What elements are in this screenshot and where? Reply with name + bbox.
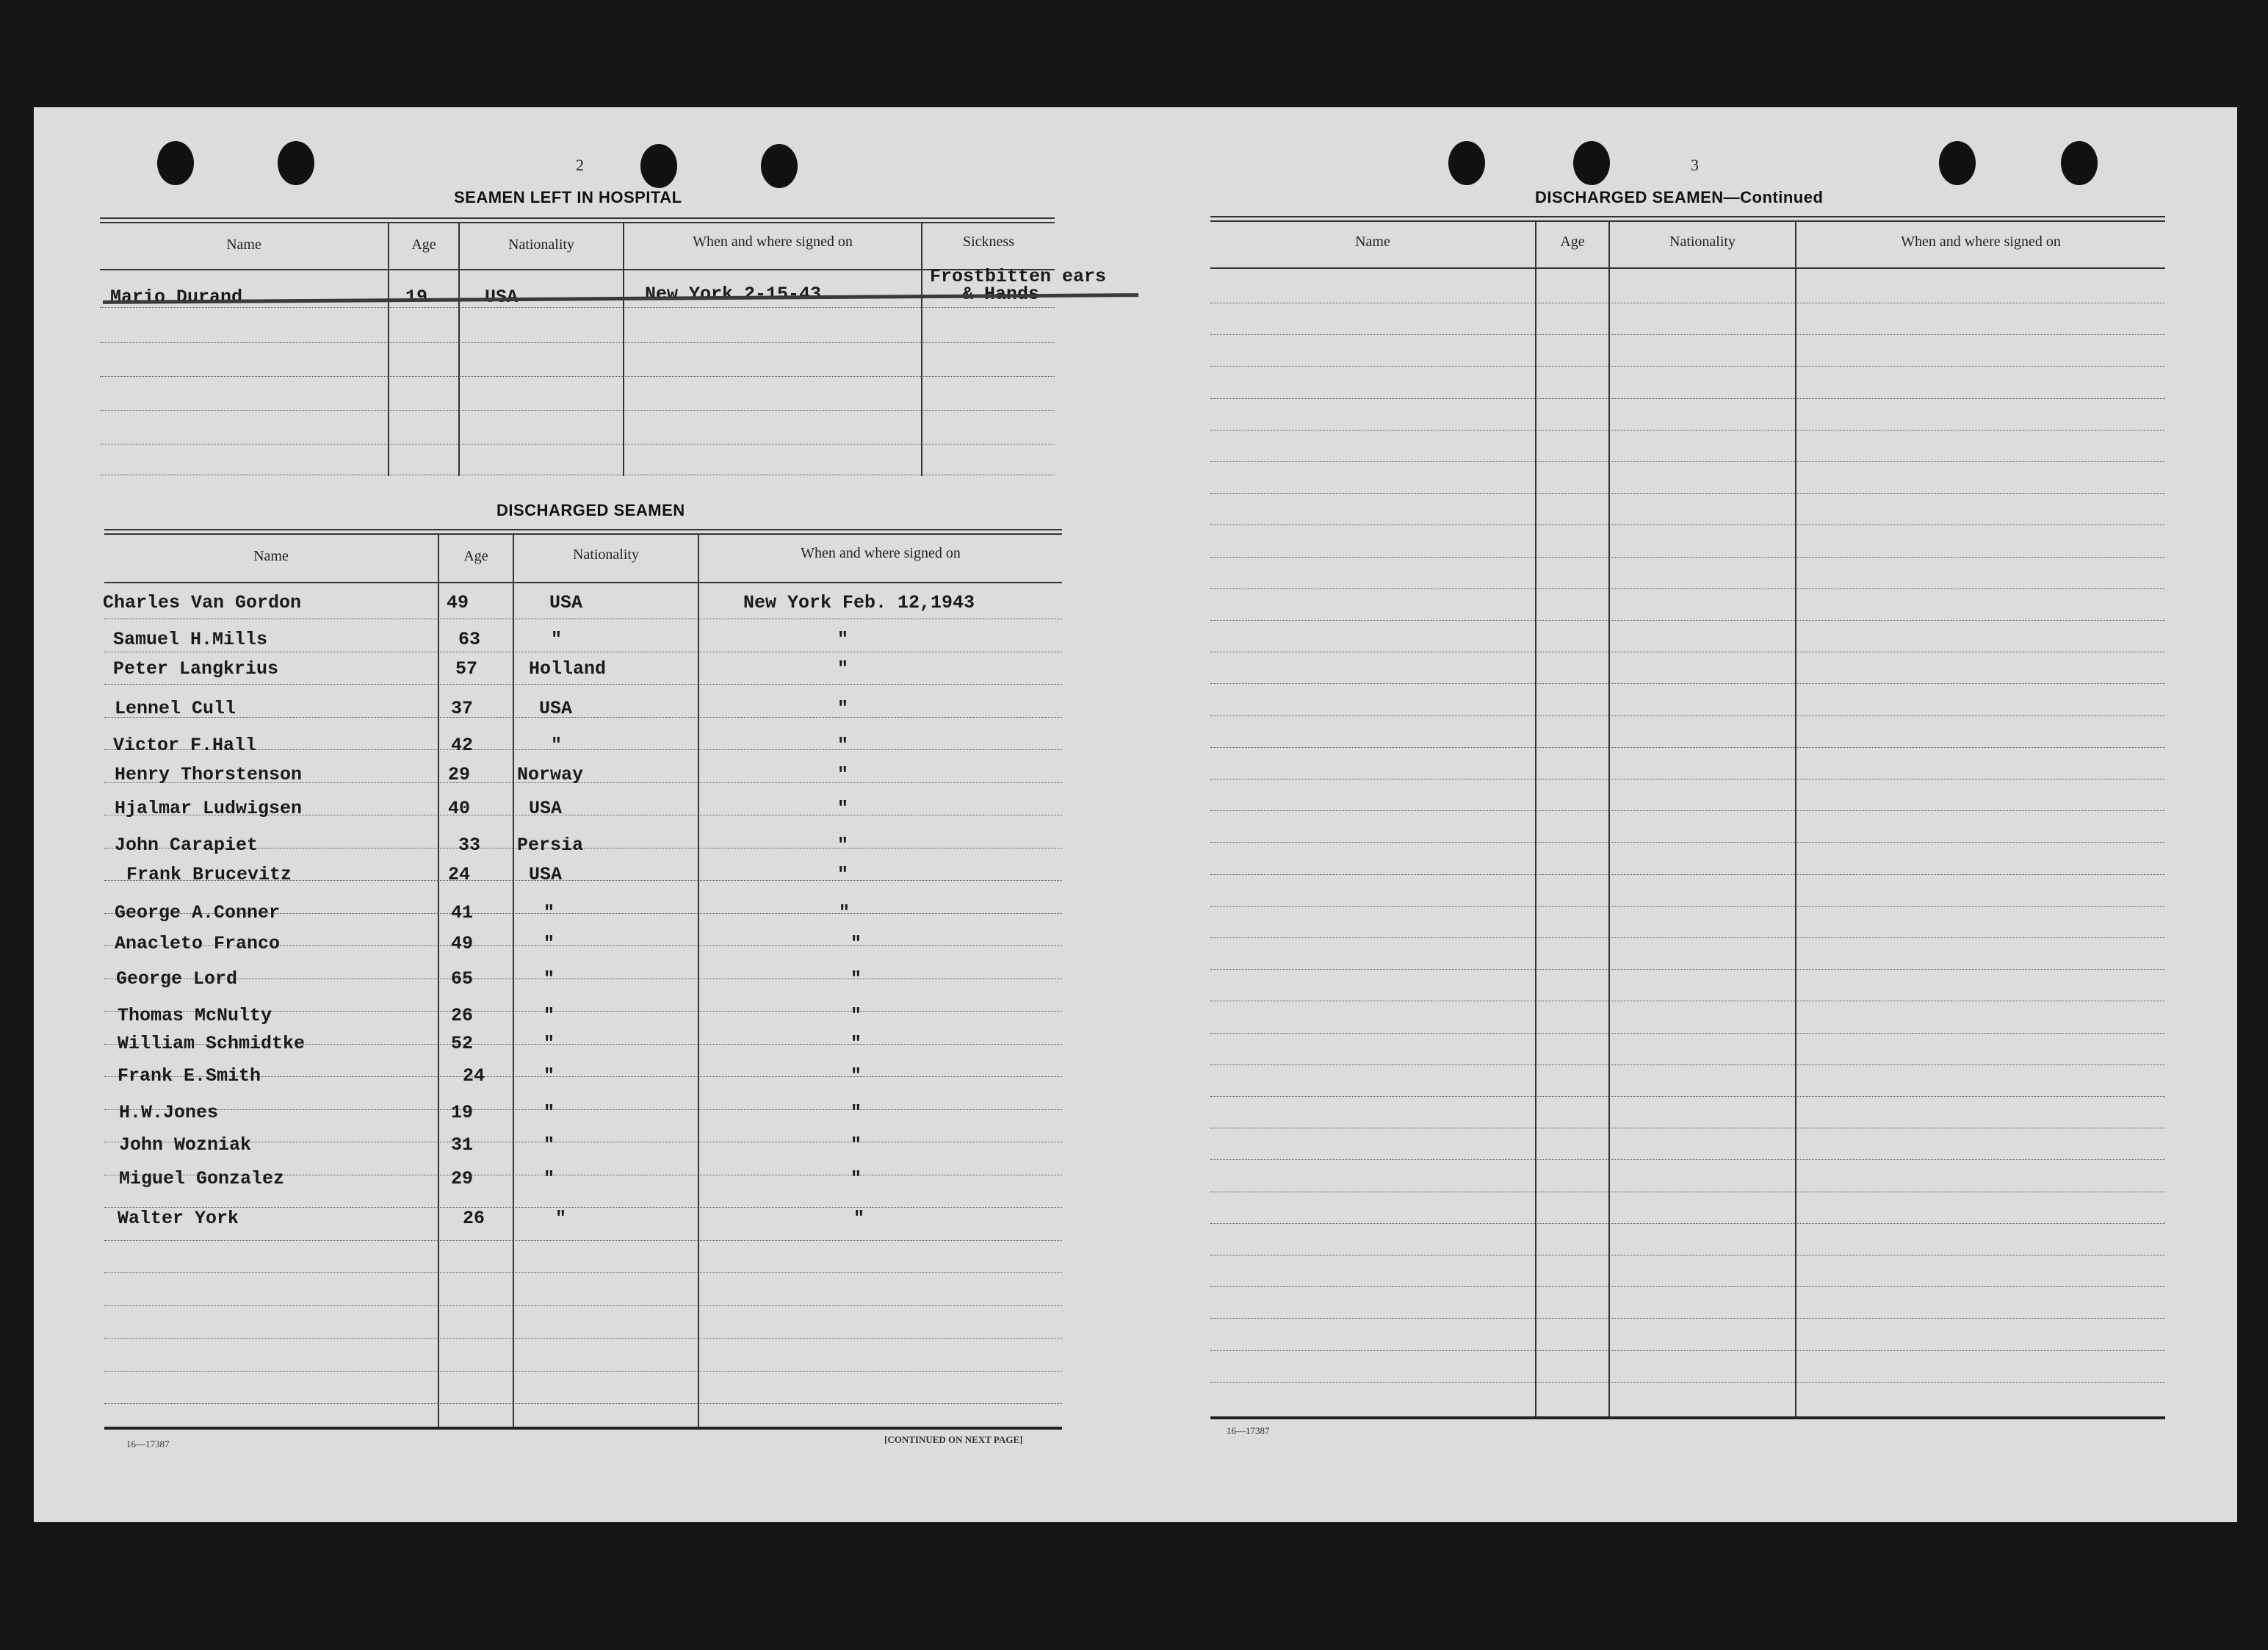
cell-sickness: & Hands [962, 284, 1040, 305]
cell-nationality: USA [549, 592, 583, 613]
hospital-section-title: SEAMEN LEFT IN HOSPITAL [454, 188, 682, 206]
cell-nationality: USA [529, 864, 563, 885]
row-rule [1210, 461, 2165, 462]
row-rule [1210, 747, 2165, 748]
col-header-nationality: Nationality [508, 237, 574, 253]
cell-age: 26 [451, 1005, 474, 1026]
cell-signed-on: " [837, 798, 849, 819]
row-rule [1210, 1318, 2165, 1319]
cell-name: Lennel Cull [115, 698, 236, 719]
col-header-signed-on: When and where signed on [801, 545, 961, 561]
cell-name: John Wozniak [119, 1134, 252, 1156]
row-rule [1210, 620, 2165, 621]
cell-age: 24 [463, 1065, 485, 1087]
cell-nationality: " [543, 1033, 555, 1054]
cell-name: Mario Durand [110, 287, 243, 308]
row-rule [1210, 683, 2165, 684]
cell-nationality: " [543, 933, 555, 954]
cell-nationality: USA [485, 287, 519, 308]
row-rule [1210, 1286, 2165, 1287]
cell-signed-on: " [837, 698, 849, 719]
cell-age: 26 [463, 1208, 485, 1229]
cell-signed-on: " [837, 735, 849, 756]
row-rule [104, 1207, 1062, 1208]
row-rule [1210, 1350, 2165, 1351]
cell-age: 49 [451, 933, 474, 954]
cell-signed-on: " [837, 629, 849, 650]
cell-nationality: " [543, 1168, 555, 1189]
right-section-title: DISCHARGED SEAMEN—Continued [1535, 188, 1824, 206]
cell-age: 52 [451, 1033, 474, 1054]
row-rule [104, 1272, 1062, 1273]
cell-age: 42 [451, 735, 474, 756]
cell-nationality: " [551, 735, 563, 756]
cell-nationality: " [543, 1134, 555, 1156]
row-rule [104, 1403, 1062, 1404]
col-header-age: Age [463, 548, 488, 564]
cell-nationality: " [543, 1065, 555, 1087]
row-rule [1210, 493, 2165, 494]
cell-nationality: " [543, 902, 555, 923]
cell-signed-on: " [850, 1065, 862, 1087]
cell-name: Frank Brucevitz [126, 864, 292, 885]
row-rule [1210, 334, 2165, 335]
cell-age: 63 [458, 629, 481, 650]
cell-name: Charles Van Gordon [103, 592, 302, 613]
cell-age: 57 [455, 658, 478, 680]
page-number-right: 3 [1691, 156, 1699, 174]
cell-signed-on: " [837, 864, 849, 885]
cell-nationality: " [543, 1005, 555, 1026]
cell-nationality: " [543, 968, 555, 990]
cell-signed-on: " [850, 968, 862, 990]
cell-signed-on: " [837, 658, 849, 680]
row-rule [104, 684, 1062, 685]
cell-name: Peter Langkrius [113, 658, 279, 680]
cell-name: William Schmidtke [118, 1033, 306, 1054]
cell-name: George Lord [116, 968, 238, 990]
row-rule [1210, 1159, 2165, 1160]
col-header-nationality: Nationality [1669, 234, 1736, 250]
continued-note: [CONTINUED ON NEXT PAGE] [884, 1434, 1023, 1445]
cell-name: H.W.Jones [119, 1102, 219, 1123]
cell-signed-on: " [837, 764, 849, 785]
row-rule [1210, 588, 2165, 589]
cell-age: 37 [451, 698, 474, 719]
row-rule [1210, 1096, 2165, 1097]
row-rule [104, 1109, 1062, 1110]
cell-nationality: USA [539, 698, 573, 719]
row-rule [104, 1371, 1062, 1372]
cell-name: Henry Thorstenson [115, 764, 303, 785]
row-rule [1210, 874, 2165, 875]
cell-age: 19 [405, 287, 428, 308]
cell-age: 33 [458, 835, 481, 856]
cell-signed-on: " [837, 835, 849, 856]
cell-signed-on: " [850, 1102, 862, 1123]
cell-nationality: " [555, 1208, 567, 1229]
cell-age: 29 [451, 1168, 474, 1189]
cell-name: Thomas McNulty [118, 1005, 272, 1026]
col-header-sickness: Sickness [963, 234, 1014, 250]
col-header-name: Name [226, 237, 261, 253]
row-rule [1210, 969, 2165, 970]
punch-hole [1573, 141, 1610, 185]
row-rule [1210, 1033, 2165, 1034]
cell-name: Frank E.Smith [118, 1065, 261, 1087]
col-header-name: Name [1355, 234, 1390, 250]
row-rule [104, 1338, 1062, 1339]
cell-name: John Carapiet [115, 835, 259, 856]
cell-age: 49 [447, 592, 469, 613]
cell-age: 41 [451, 902, 474, 923]
cell-signed-on: " [839, 902, 850, 923]
row-rule [104, 1240, 1062, 1241]
row-rule [1210, 937, 2165, 938]
punch-hole [761, 144, 798, 188]
punch-hole [2061, 141, 2098, 185]
cell-nationality: " [551, 629, 563, 650]
row-rule [1210, 1382, 2165, 1383]
col-header-signed-on: When and where signed on [1901, 234, 2061, 250]
cell-age: 31 [451, 1134, 474, 1156]
row-rule [104, 717, 1062, 718]
row-rule [1210, 366, 2165, 367]
row-rule [1210, 557, 2165, 558]
cell-nationality: Persia [517, 835, 584, 856]
cell-age: 65 [451, 968, 474, 990]
cell-age: 29 [448, 764, 471, 785]
cell-nationality: " [543, 1102, 555, 1123]
row-rule [1210, 810, 2165, 811]
cell-age: 24 [448, 864, 471, 885]
cell-nationality: Holland [529, 658, 607, 680]
col-header-nationality: Nationality [573, 547, 639, 563]
col-header-signed-on: When and where signed on [693, 234, 853, 250]
punch-hole [278, 141, 314, 185]
form-number: 16—17387 [1227, 1425, 1270, 1436]
cell-name: Walter York [118, 1208, 239, 1229]
row-rule [1210, 398, 2165, 399]
cell-name: Anacleto Franco [115, 933, 281, 954]
cell-signed-on: " [853, 1208, 865, 1229]
cell-name: Miguel Gonzalez [119, 1168, 285, 1189]
punch-hole [1939, 141, 1976, 185]
punch-hole [1448, 141, 1485, 185]
cell-nationality: USA [529, 798, 563, 819]
cell-name: Victor F.Hall [113, 735, 257, 756]
cell-signed-on: " [850, 1005, 862, 1026]
cell-name: George A.Conner [115, 902, 281, 923]
cell-nationality: Norway [517, 764, 584, 785]
cell-age: 40 [448, 798, 471, 819]
row-rule [104, 1305, 1062, 1306]
cell-signed-on: " [850, 1033, 862, 1054]
row-rule [1210, 1223, 2165, 1224]
cell-sickness: Frostbitten ears [930, 266, 1107, 287]
cell-signed-on: New York 2-15-43 [645, 284, 822, 305]
cell-signed-on: New York Feb. 12,1943 [743, 592, 975, 613]
page-number-left: 2 [576, 156, 584, 174]
punch-hole [640, 144, 677, 188]
cell-signed-on: " [850, 933, 862, 954]
cell-age: 19 [451, 1102, 474, 1123]
row-rule [1210, 842, 2165, 843]
row-rule [1210, 1064, 2165, 1065]
cell-name: Hjalmar Ludwigsen [115, 798, 303, 819]
cell-name: Samuel H.Mills [113, 629, 268, 650]
col-header-age: Age [1560, 234, 1585, 250]
col-header-name: Name [253, 548, 289, 564]
cell-signed-on: " [850, 1134, 862, 1156]
row-rule [1210, 906, 2165, 907]
punch-hole [157, 141, 194, 185]
form-number: 16—17387 [126, 1438, 170, 1449]
col-header-age: Age [411, 237, 436, 253]
cell-signed-on: " [850, 1168, 862, 1189]
discharged-section-title: DISCHARGED SEAMEN [496, 501, 685, 519]
